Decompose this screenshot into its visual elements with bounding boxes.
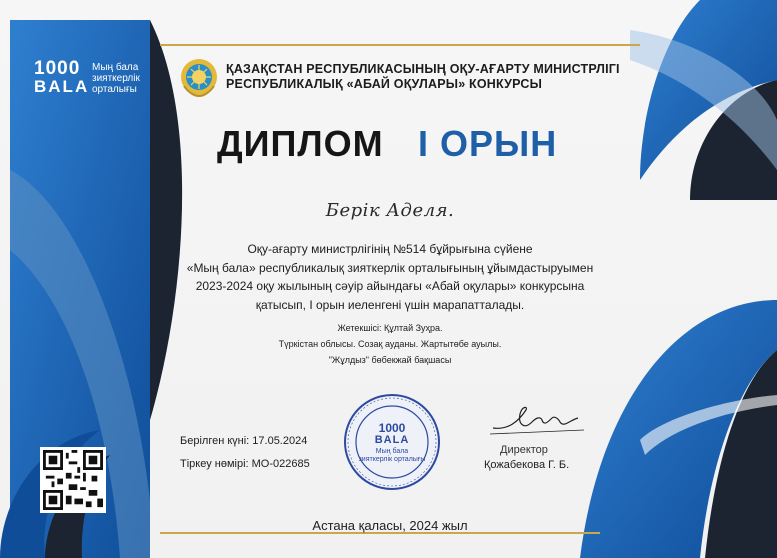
supervisor-line: Жетекшісі: Құлтай Зуҳра. <box>337 323 443 333</box>
award-line: Оқу-ағарту министрлігінің №514 бұйрығына сүйене <box>247 242 533 256</box>
logo-number: 1000 <box>34 58 81 79</box>
award-line: қатысып, I орын иеленгені үшін марапатталады. <box>255 297 525 312</box>
contest-line: РЕСПУБЛИКАЛЫҚ «АБАЙ ОҚУЛАРЫ» КОНКУРСЫ <box>226 77 543 91</box>
qr-pattern <box>43 450 103 510</box>
award-line: 2023-2024 оқу жылының сәуір айындағы «Абай оқулары» конкурсына <box>195 279 585 293</box>
kazakhstan-emblem-icon <box>180 56 218 98</box>
ministry-line: ҚАЗАҚСТАН РЕСПУБЛИКАСЫНЫҢ ОҚУ-АҒАРТУ МИНИСТРЛІГІ <box>226 62 620 76</box>
location-line: Түркістан облысы. Созақ ауданы. Жартытөбе ауылы. <box>278 339 502 349</box>
logo-caption-line: орталығы <box>92 84 137 95</box>
logo-caption <box>92 62 140 95</box>
issue-date: Берілген күні: 17.05.2024 <box>180 435 308 447</box>
brand-logo <box>34 60 89 96</box>
director-name: Қожабекова Г. Б. <box>484 459 570 471</box>
registration-number: Тіркеу нөмірі: МО-022685 <box>180 458 310 470</box>
stamp-text <box>342 422 442 464</box>
qr-code-icon <box>40 447 106 513</box>
logo-caption-line: зияткерлік <box>92 73 140 84</box>
award-text <box>170 240 610 314</box>
place-title: I ОРЫН <box>418 123 558 164</box>
logo-caption-line: Мың бала <box>92 62 139 73</box>
stamp-caption: зияткерлік орталығы <box>358 456 426 463</box>
diploma-title: ДИПЛОМ <box>217 123 384 164</box>
recipient-name: Берік Аделя. <box>325 200 455 221</box>
participant-details <box>230 320 550 368</box>
ministry-heading <box>226 62 620 92</box>
stamp-number: 1000 <box>378 421 406 435</box>
director-title: Директор <box>500 444 548 456</box>
frame-top-line <box>160 44 640 46</box>
organization-line: "Жұлдыз" бөбекжай бақшасы <box>328 355 452 365</box>
footer-location-year: Астана қаласы, 2024 жыл <box>312 518 468 533</box>
stamp-caption: Мың бала <box>375 448 409 455</box>
logo-word: BALA <box>34 77 90 96</box>
director-signature-icon <box>488 400 588 440</box>
award-line: «Мың бала» республикалық зияткерлік орталығының ұйымдастыруымен <box>186 260 594 275</box>
left-dark-curve <box>150 20 182 420</box>
stamp-word: BALA <box>374 434 410 446</box>
